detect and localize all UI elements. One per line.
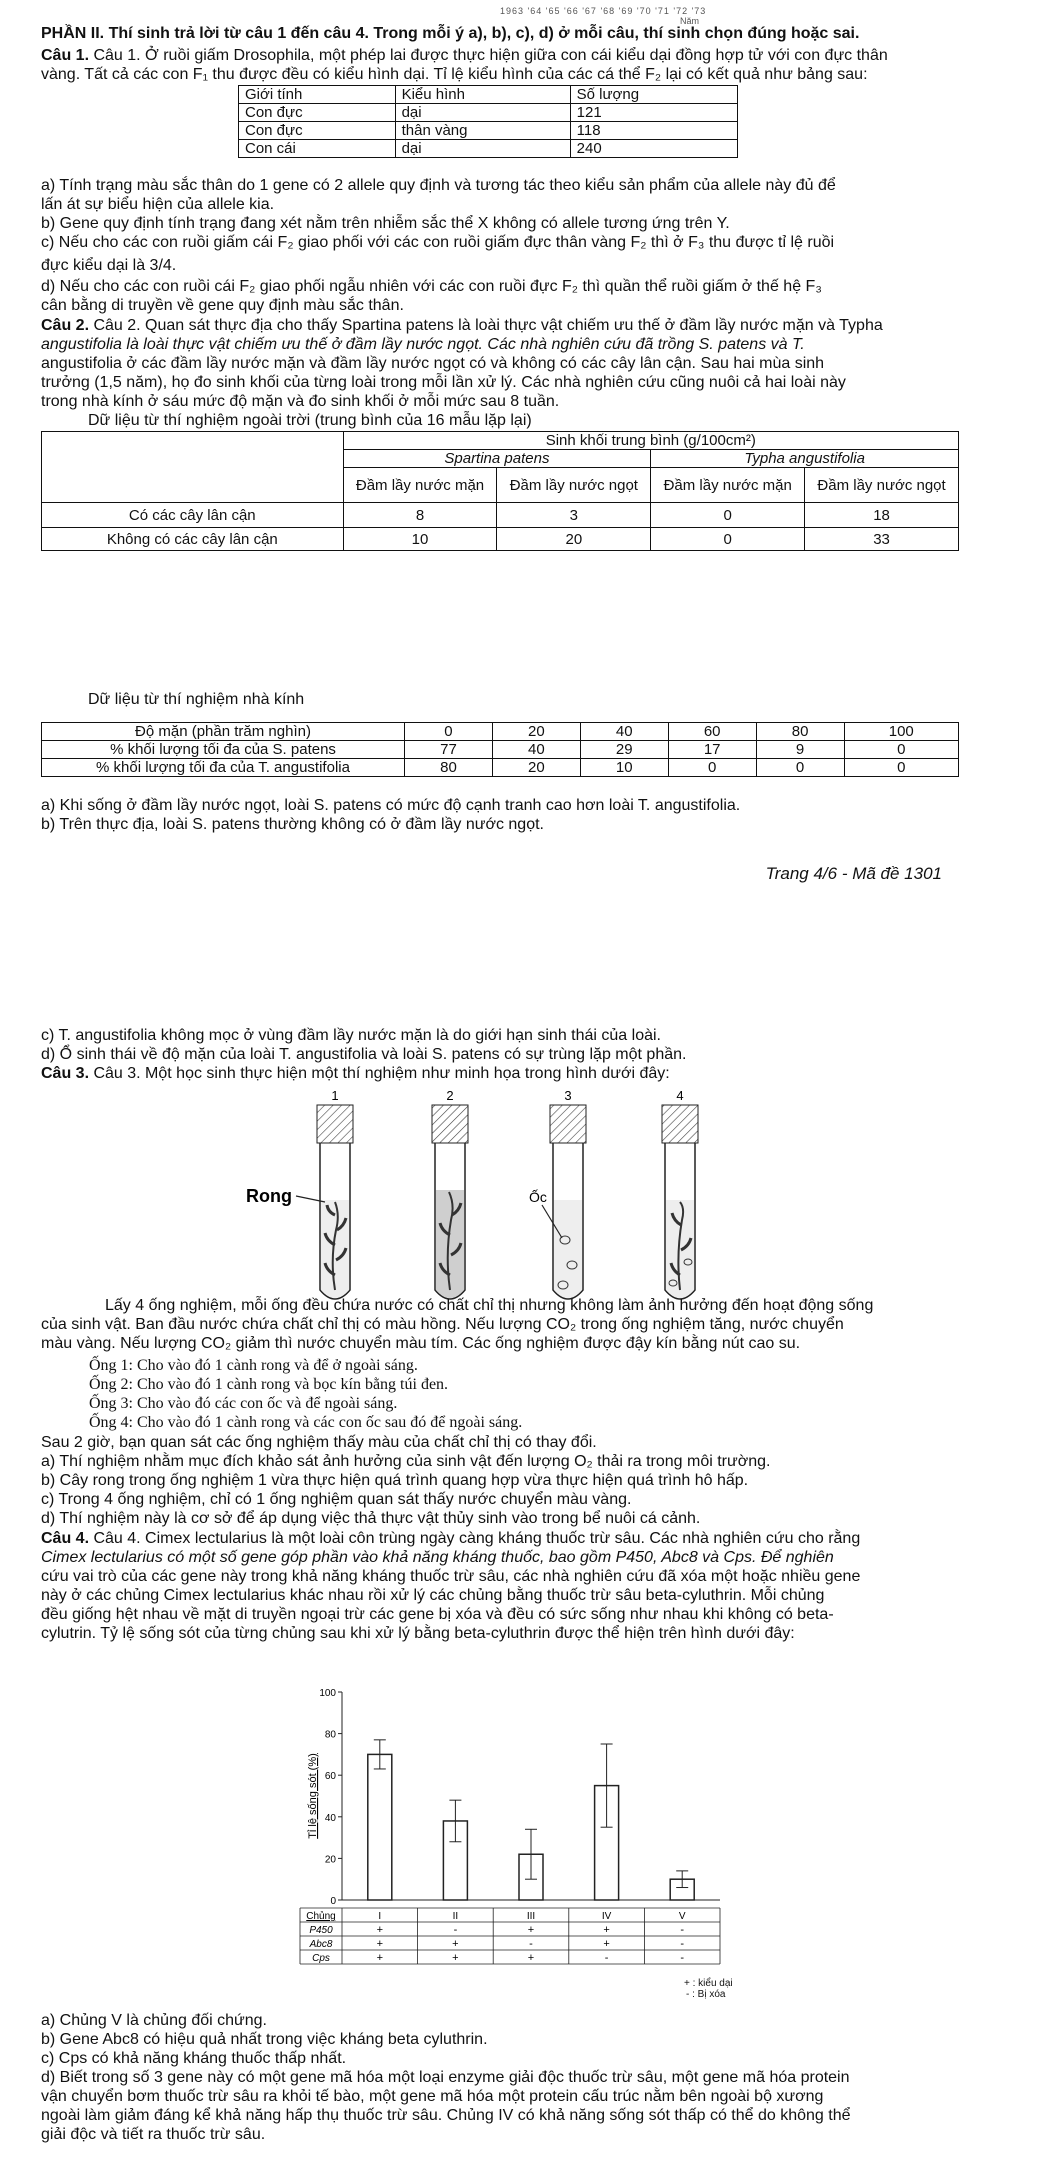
q1-table bbox=[238, 85, 738, 158]
table-cell: 121 bbox=[570, 104, 737, 122]
table-cell: 8 bbox=[343, 503, 497, 528]
tube-number: 1 bbox=[331, 1088, 339, 1103]
tube-3 bbox=[550, 1105, 586, 1299]
row-label: Độ mặn (phần trăm nghìn) bbox=[42, 723, 405, 741]
chart-legend bbox=[684, 1978, 733, 2000]
q4-option-d-line2: vận chuyển bơm thuốc trừ sâu ra khỏi tế bào, một gene mã hóa một protein cấu trúc nằm bên ngoài bộ xương bbox=[41, 2088, 824, 2105]
x-category-label: II bbox=[452, 1911, 459, 1922]
table-cell: 17 bbox=[668, 741, 756, 759]
habitat-header: Đầm lầy nước mặn bbox=[651, 468, 805, 503]
row-label: % khối lượng tối đa của S. patens bbox=[42, 741, 405, 759]
q4-option-a: a) Chủng V là chủng đối chứng. bbox=[41, 2012, 267, 2029]
table-header-row bbox=[239, 86, 738, 104]
table-cell: 10 bbox=[343, 528, 497, 551]
test-tube-figure bbox=[246, 1088, 720, 1310]
tube-number: 3 bbox=[564, 1088, 572, 1103]
table-cell: 9 bbox=[756, 741, 844, 759]
q4-stem-text: Câu 4. Cimex lectularius là một loài côn trùng ngày càng kháng thuốc trừ sâu. Các nhà nghiên cứu cho rằng bbox=[93, 1530, 861, 1547]
q4-stem-line1: Câu 4. Câu 4. Cimex lectularius là một loài côn trùng ngày càng kháng thuốc trừ sâu. Các nhà nghiên cứu cho rằng bbox=[41, 1530, 861, 1547]
q2-stem-line3: angustifolia ở các đầm lầy nước mặn và đầm lầy nước ngọt có và không có các cây lân cận. Sau hai mùa sinh bbox=[41, 355, 825, 372]
rong-label: Rong bbox=[246, 1186, 292, 1206]
oc-label: Ốc bbox=[529, 1189, 547, 1205]
gene-state: + bbox=[527, 1924, 535, 1936]
table-cell: 0 bbox=[651, 528, 805, 551]
table-cell: 20 bbox=[492, 759, 580, 777]
q3-option-c: c) Trong 4 ống nghiệm, chỉ có 1 ống nghiệm quan sát thấy nước chuyển màu vàng. bbox=[41, 1491, 632, 1508]
table-cell: 0 bbox=[405, 723, 493, 741]
greenhouse-table bbox=[41, 722, 959, 777]
table-cell: 33 bbox=[805, 528, 959, 551]
q4-option-d-line3: ngoài làm giảm đáng kể khả năng hấp thụ thuốc trừ sâu. Chủng IV có khả năng sống sót thấp có thể do không thể bbox=[41, 2107, 851, 2124]
q1-option-a-line2: lấn át sự biểu hiện của allele kia. bbox=[41, 196, 275, 213]
table-cell: 18 bbox=[805, 503, 959, 528]
gene-state: + bbox=[452, 1938, 459, 1950]
q1-stem-line2: vàng. Tất cả các con F₁ thu được đều có kiểu hình dại. Tỉ lệ kiểu hình của các cá thể F₂ lại có kết quả như bảng sau: bbox=[41, 66, 868, 83]
field-table bbox=[41, 431, 959, 551]
x-category-label: I bbox=[378, 1911, 382, 1922]
table-cell: 0 bbox=[844, 759, 958, 777]
table-row bbox=[42, 528, 959, 551]
gene-state: - bbox=[680, 1924, 685, 1936]
gene-state: + bbox=[603, 1938, 610, 1950]
y-tick-label: 0 bbox=[330, 1896, 336, 1907]
q2-option-a: a) Khi sống ở đầm lầy nước ngọt, loài S. patens có mức độ cạnh tranh cao hơn loài T. angustifolia. bbox=[41, 797, 741, 814]
gene-state: + bbox=[527, 1952, 535, 1964]
q3-tube4-desc: Ống 4: Cho vào đó 1 cành rong và các con ốc sau đó để ngoài sáng. bbox=[89, 1414, 523, 1431]
q1-option-c-line1: c) Nếu cho các con ruồi giấm cái F₂ giao phối với các con ruồi giấm đực thân vàng F₂ thì ở F₃ thu được tỉ lệ ruồi bbox=[41, 234, 835, 251]
table-cell: dại bbox=[395, 104, 570, 122]
q3-desc-line2: của sinh vật. Ban đầu nước chứa chất chỉ thị có màu hồng. Nếu lượng CO₂ trong ống nghiệm tăng, nước chuyển bbox=[41, 1316, 844, 1333]
x-category-label: III bbox=[526, 1911, 536, 1922]
q4-stem-line4: này ở các chủng Cimex lectularius khác nhau rồi xử lý các chủng bằng thuốc trừ sâu beta-cyluthrin. Mỗi chủng bbox=[41, 1587, 825, 1604]
greenhouse-table-caption: Dữ liệu từ thí nghiệm nhà kính bbox=[88, 691, 305, 708]
q2-option-b: b) Trên thực địa, loài S. patens thường không có ở đầm lầy nước ngọt. bbox=[41, 816, 544, 833]
gene-table bbox=[300, 1908, 720, 1964]
table-header-cell: Số lượng bbox=[570, 86, 737, 104]
tube-number: 2 bbox=[446, 1088, 454, 1103]
years-ruler: 1963 '64 '65 '66 '67 '68 '69 '70 '71 '72 '73 bbox=[500, 6, 707, 16]
q4-stem-line6: cylutrin. Tỷ lệ sống sót của từng chủng sau khi xử lý bằng beta-cyluthrin được thể hiện trên hình dưới đây: bbox=[41, 1625, 795, 1642]
y-axis-label: Tỉ lệ sống sót (%) bbox=[307, 1753, 319, 1839]
q4-option-b: b) Gene Abc8 có hiệu quả nhất trong việc kháng beta cyluthrin. bbox=[41, 2031, 488, 2048]
q3-observation: Sau 2 giờ, bạn quan sát các ống nghiệm thấy màu của chất chỉ thị có thay đổi. bbox=[41, 1434, 597, 1451]
q3-stem-text: Câu 3. Một học sinh thực hiện một thí nghiệm như minh họa trong hình dưới đây: bbox=[93, 1065, 670, 1082]
species-header: Spartina patens bbox=[343, 450, 651, 468]
q1-option-b: b) Gene quy định tính trạng đang xét nằm trên nhiễm sắc thể X không có allele tương ứng trên Y. bbox=[41, 215, 730, 232]
table-cell: 20 bbox=[492, 723, 580, 741]
table-cell: 240 bbox=[570, 140, 737, 158]
table-cell: 80 bbox=[405, 759, 493, 777]
years-ruler-label: Năm bbox=[680, 16, 700, 26]
q2-stem-text: Câu 2. Quan sát thực địa cho thấy Spartina patens là loài thực vật chiếm ưu thế ở đầm lầy nước mặn và Typha bbox=[93, 317, 883, 334]
q2-stem-line1: Câu 2. Câu 2. Quan sát thực địa cho thấy Spartina patens là loài thực vật chiếm ưu thế ở đầm lầy nước mặn và Typha bbox=[41, 317, 883, 334]
table-cell: 0 bbox=[668, 759, 756, 777]
q4-option-d-line4: giải độc và tiết ra thuốc trừ sâu. bbox=[41, 2126, 266, 2143]
gene-state: - bbox=[529, 1938, 533, 1950]
table-cell: dại bbox=[395, 140, 570, 158]
gene-name: P450 bbox=[309, 1925, 333, 1936]
habitat-header: Đầm lầy nước ngọt bbox=[805, 468, 959, 503]
biomass-header: Sinh khối trung bình (g/100cm²) bbox=[343, 432, 958, 450]
table-row bbox=[42, 741, 959, 759]
q2-stem-line4: trưởng (1,5 năm), họ đo sinh khối của từng loài trong mỗi lần xử lý. Các nhà nghiên cứu cũng nuôi cả hai loài này bbox=[41, 374, 846, 391]
row-label: Không có các cây lân cận bbox=[42, 528, 344, 551]
gene-state: + bbox=[376, 1924, 384, 1936]
x-category-label: V bbox=[678, 1911, 686, 1922]
q3-option-b: b) Cây rong trong ống nghiệm 1 vừa thực hiện quá trình quang hợp vừa thực hiện quá trình hô hấp. bbox=[41, 1472, 749, 1489]
table-cell: 118 bbox=[570, 122, 737, 140]
q3-option-d: d) Thí nghiệm này là cơ sở để áp dụng việc thả thực vật thủy sinh vào trong bể nuôi cá cảnh. bbox=[41, 1510, 701, 1527]
gene-state: - bbox=[680, 1938, 685, 1950]
table-row bbox=[42, 723, 959, 741]
table-cell: 100 bbox=[844, 723, 958, 741]
table-row bbox=[42, 759, 959, 777]
table-cell: 0 bbox=[756, 759, 844, 777]
q1-stem-line1: Câu 1. Câu 1. Ở ruồi giấm Drosophila, một phép lai được thực hiện giữa con cái kiểu dại đồng hợp tử với con đực thân bbox=[41, 47, 888, 64]
q3-tube3-desc: Ống 3: Cho vào đó các con ốc và để ngoài sáng. bbox=[89, 1395, 398, 1412]
q2-stem-line2: angustifolia là loài thực vật chiếm ưu thế ở đầm lầy nước ngọt. Các nhà nghiên cứu đã trồng S. patens và T. bbox=[41, 336, 805, 353]
q1-option-d-line1: d) Nếu cho các con ruồi cái F₂ giao phối ngẫu nhiên với các con ruồi đực F₂ thì quần thể ruồi giấm ở thế hệ F₃ bbox=[41, 278, 822, 295]
table-cell: 77 bbox=[405, 741, 493, 759]
bar bbox=[368, 1754, 392, 1900]
gene-state: + bbox=[376, 1938, 384, 1950]
table-cell: 10 bbox=[580, 759, 668, 777]
table-cell: 0 bbox=[844, 741, 958, 759]
table-header-cell: Kiểu hình bbox=[395, 86, 570, 104]
tube-2 bbox=[432, 1105, 468, 1299]
table-cell: 60 bbox=[668, 723, 756, 741]
q1-option-a-line1: a) Tính trạng màu sắc thân do 1 gene có 2 allele quy định và tương tác theo kiểu sản phẩm của allele này đủ để bbox=[41, 177, 836, 194]
table-cell: 40 bbox=[492, 741, 580, 759]
table-corner-cell bbox=[42, 432, 344, 503]
gene-state: + bbox=[452, 1952, 459, 1964]
row-label: Có các cây lân cận bbox=[42, 503, 344, 528]
habitat-header: Đầm lầy nước ngọt bbox=[497, 468, 651, 503]
table-cell: 29 bbox=[580, 741, 668, 759]
gene-state: + bbox=[603, 1924, 610, 1936]
q2-stem-line5: trong nhà kính ở sáu mức độ mặn và đo sinh khối ở mỗi mức sau 8 tuần. bbox=[41, 393, 560, 410]
y-tick-label: 20 bbox=[324, 1854, 336, 1866]
table-row bbox=[42, 503, 959, 528]
table-cell: Con đực bbox=[239, 104, 396, 122]
q2-option-c: c) T. angustifolia không mọc ở vùng đầm lầy nước mặn là do giới hạn sinh thái của loài. bbox=[41, 1027, 661, 1044]
table-cell: thân vàng bbox=[395, 122, 570, 140]
page-top-strip bbox=[0, 0, 1042, 24]
chart-bars bbox=[368, 1740, 694, 1900]
q4-stem-line2: Cimex lectularius có một số gene góp phần vào khả năng kháng thuốc, bao gồm P450, Abc8 và Cps. Để nghiên bbox=[41, 1549, 834, 1566]
legend-wildtype: + : kiểu dại bbox=[684, 1978, 733, 1989]
table-cell: Con đực bbox=[239, 122, 396, 140]
table-row bbox=[239, 140, 738, 158]
table-cell: 40 bbox=[580, 723, 668, 741]
gene-state: + bbox=[376, 1952, 384, 1964]
q3-desc-line1: Lấy 4 ống nghiệm, mỗi ống đều chứa nước có chất chỉ thị nhưng không làm ảnh hưởng đến hoạt động sống bbox=[105, 1297, 874, 1314]
q3-tube2-desc: Ống 2: Cho vào đó 1 cành rong và bọc kín bằng túi đen. bbox=[89, 1376, 449, 1393]
gene-state: - bbox=[604, 1952, 609, 1964]
table-header-cell: Giới tính bbox=[239, 86, 396, 104]
q3-tube1-desc: Ống 1: Cho vào đó 1 cành rong và để ở ngoài sáng. bbox=[89, 1357, 418, 1374]
q3-desc-line3: màu vàng. Nếu lượng CO₂ giảm thì nước chuyển màu tím. Các ống nghiệm được đậy kín bằng nút cao su. bbox=[41, 1335, 801, 1352]
q1-option-d-line2: cân bằng di truyền về gene quy định màu sắc thân. bbox=[41, 297, 404, 314]
y-tick-label: 100 bbox=[319, 1688, 336, 1699]
field-table-caption: Dữ liệu từ thí nghiệm ngoài trời (trung bình của 16 mẫu lặp lại) bbox=[88, 412, 532, 429]
survival-bar-chart bbox=[300, 1682, 740, 2012]
q4-stem-line5: đều giống hệt nhau về mặt di truyền ngoại trừ các gene bị xóa và đều có sức sống như nhau khi không có beta- bbox=[41, 1606, 834, 1623]
q1-option-c-line2: đực kiểu dại là 3/4. bbox=[41, 257, 177, 274]
table-cell: Con cái bbox=[239, 140, 396, 158]
table-cell: 3 bbox=[497, 503, 651, 528]
part2-intro: PHẦN II. Thí sinh trả lời từ câu 1 đến câu 4. Trong mỗi ý a), b), c), d) ở mỗi câu, thí sinh chọn đúng hoặc sai. bbox=[41, 25, 860, 42]
legend-deleted: - : Bị xóa bbox=[686, 1989, 726, 2000]
q4-option-d-line1: d) Biết trong số 3 gene này có một gene mã hóa một loại enzyme giải độc thuốc trừ sâu, một gene mã hóa protein bbox=[41, 2069, 850, 2086]
table-cell: 20 bbox=[497, 528, 651, 551]
tube-number: 4 bbox=[676, 1088, 684, 1103]
gene-table-header: Chủng bbox=[306, 1911, 336, 1922]
species-header: Typha angustifolia bbox=[651, 450, 959, 468]
y-tick-label: 40 bbox=[324, 1812, 336, 1824]
gene-state: - bbox=[680, 1952, 685, 1964]
y-tick-label: 80 bbox=[324, 1729, 336, 1741]
y-tick-label: 60 bbox=[324, 1771, 336, 1783]
table-row bbox=[239, 104, 738, 122]
x-category-label: IV bbox=[601, 1911, 612, 1922]
page-footer: Trang 4/6 - Mã đề 1301 bbox=[765, 864, 942, 883]
gene-state: - bbox=[453, 1924, 458, 1936]
table-cell: 0 bbox=[651, 503, 805, 528]
q4-option-c: c) Cps có khả năng kháng thuốc thấp nhất. bbox=[41, 2050, 347, 2067]
gene-name: Abc8 bbox=[309, 1939, 333, 1950]
q2-option-d: d) Ổ sinh thái về độ mặn của loài T. angustifolia và loài S. patens có sự trùng lặp một phần. bbox=[41, 1046, 687, 1063]
gene-name: Cps bbox=[312, 1953, 330, 1964]
q1-stem-text: Câu 1. Ở ruồi giấm Drosophila, một phép lai được thực hiện giữa con cái kiểu dại đồng hợp tử với con đực thân bbox=[93, 47, 888, 64]
habitat-header: Đầm lầy nước mặn bbox=[343, 468, 497, 503]
table-cell: 80 bbox=[756, 723, 844, 741]
table-row bbox=[239, 122, 738, 140]
tube-4 bbox=[662, 1105, 698, 1299]
q3-stem: Câu 3. Câu 3. Một học sinh thực hiện một thí nghiệm như minh họa trong hình dưới đây: bbox=[41, 1065, 670, 1082]
row-label: % khối lượng tối đa của T. angustifolia bbox=[42, 759, 405, 777]
q3-option-a: a) Thí nghiệm nhằm mục đích khảo sát ảnh hưởng của sinh vật đến lượng O₂ thải ra trong môi trường. bbox=[41, 1453, 771, 1470]
q4-stem-line3: cứu vai trò của các gene này trong khả năng kháng thuốc trừ sâu, các nhà nghiên cứu đã xóa một hoặc nhiều gene bbox=[41, 1568, 861, 1585]
